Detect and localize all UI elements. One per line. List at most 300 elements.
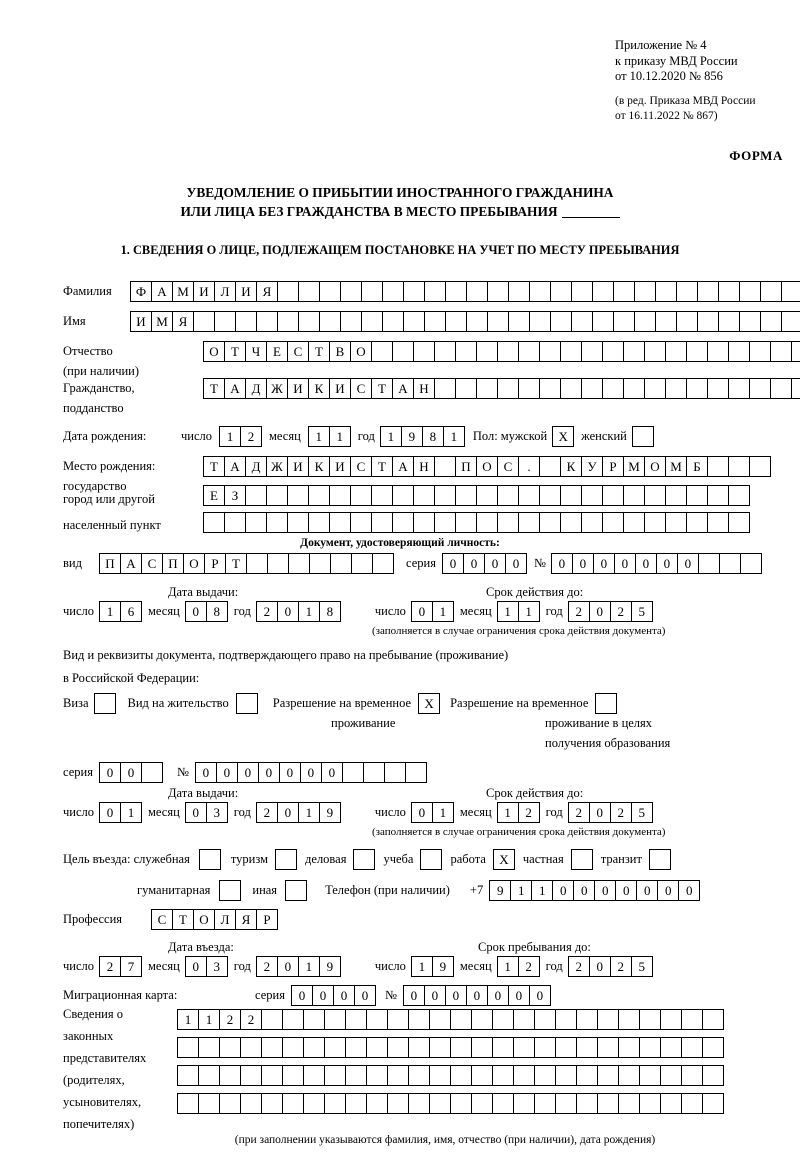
cell[interactable] (345, 1009, 367, 1030)
cell[interactable] (371, 512, 393, 533)
cell[interactable] (492, 1065, 514, 1086)
cell[interactable] (384, 762, 406, 783)
cell[interactable] (492, 1037, 514, 1058)
cell[interactable] (581, 341, 603, 362)
cell[interactable] (303, 1009, 325, 1030)
cell[interactable]: Ф (130, 281, 152, 302)
purpose-study-checkbox[interactable] (420, 849, 442, 870)
cell[interactable]: 1 (298, 956, 320, 977)
cell[interactable] (665, 512, 687, 533)
cell[interactable]: 5 (631, 601, 653, 622)
patronymic-input[interactable] (203, 341, 800, 362)
cell[interactable] (613, 281, 635, 302)
cell[interactable] (497, 512, 519, 533)
cell[interactable]: П (455, 456, 477, 477)
cell[interactable]: 1 (432, 601, 454, 622)
cell[interactable] (613, 311, 635, 332)
cell[interactable]: В (329, 341, 351, 362)
cell[interactable] (492, 1093, 514, 1114)
cell[interactable] (288, 553, 310, 574)
cell[interactable] (508, 311, 530, 332)
cell[interactable] (550, 311, 572, 332)
birth-city-line-1-input[interactable] (203, 485, 750, 506)
cell[interactable]: И (130, 311, 152, 332)
cell[interactable] (282, 1065, 304, 1086)
cell[interactable] (686, 378, 708, 399)
cell[interactable] (655, 281, 677, 302)
cell[interactable] (718, 311, 740, 332)
cell[interactable]: О (644, 456, 666, 477)
cell[interactable] (697, 311, 719, 332)
cell[interactable]: К (308, 456, 330, 477)
cell[interactable]: Ж (266, 378, 288, 399)
cell[interactable] (224, 512, 246, 533)
cell[interactable] (571, 311, 593, 332)
cell[interactable] (676, 311, 698, 332)
cell[interactable]: 0 (120, 762, 142, 783)
cell[interactable]: Н (413, 378, 435, 399)
cell[interactable] (471, 1037, 493, 1058)
cell[interactable] (387, 1093, 409, 1114)
cell[interactable] (198, 1065, 220, 1086)
cell[interactable] (366, 1093, 388, 1114)
legal-rep-line-1-input[interactable] (177, 1009, 724, 1030)
cell[interactable] (363, 762, 385, 783)
cell[interactable]: 2 (256, 601, 278, 622)
cell[interactable] (681, 1037, 703, 1058)
cell[interactable] (382, 311, 404, 332)
cell[interactable] (581, 378, 603, 399)
cell[interactable]: С (497, 456, 519, 477)
cell[interactable]: Т (371, 456, 393, 477)
phone-input[interactable] (489, 880, 700, 901)
purpose-business-checkbox[interactable] (353, 849, 375, 870)
purpose-work-checkbox[interactable]: X (493, 849, 515, 870)
stay-day-input[interactable] (411, 956, 454, 977)
cell[interactable] (177, 1037, 199, 1058)
cell[interactable]: 1 (308, 426, 330, 447)
cell[interactable]: К (560, 456, 582, 477)
cell[interactable]: 0 (678, 880, 700, 901)
cell[interactable]: 2 (610, 802, 632, 823)
cell[interactable] (382, 281, 404, 302)
entry-year-input[interactable] (256, 956, 341, 977)
valid-day-input[interactable] (411, 601, 454, 622)
cell[interactable] (681, 1065, 703, 1086)
cell[interactable] (324, 1065, 346, 1086)
right-doc-number-input[interactable] (195, 762, 427, 783)
cell[interactable] (308, 512, 330, 533)
cell[interactable]: 0 (487, 985, 509, 1006)
cell[interactable] (303, 1037, 325, 1058)
cell[interactable] (324, 1009, 346, 1030)
cell[interactable]: 0 (508, 985, 530, 1006)
cell[interactable]: О (193, 909, 215, 930)
cell[interactable] (686, 512, 708, 533)
cell[interactable]: С (350, 378, 372, 399)
cell[interactable] (392, 341, 414, 362)
cell[interactable]: 0 (279, 762, 301, 783)
cell[interactable] (413, 512, 435, 533)
cell[interactable] (287, 512, 309, 533)
cell[interactable] (256, 311, 278, 332)
cell[interactable]: 0 (551, 553, 573, 574)
cell[interactable]: 1 (497, 601, 519, 622)
cell[interactable]: 3 (206, 956, 228, 977)
cell[interactable] (445, 281, 467, 302)
cell[interactable] (728, 378, 750, 399)
cell[interactable] (303, 1093, 325, 1114)
cell[interactable] (555, 1065, 577, 1086)
cell[interactable] (665, 485, 687, 506)
cell[interactable] (261, 1037, 283, 1058)
cell[interactable]: Я (172, 311, 194, 332)
cell[interactable] (329, 485, 351, 506)
cell[interactable] (429, 1037, 451, 1058)
cell[interactable] (387, 1009, 409, 1030)
cell[interactable] (471, 1065, 493, 1086)
cell[interactable] (529, 311, 551, 332)
cell[interactable] (618, 1037, 640, 1058)
cell[interactable] (408, 1009, 430, 1030)
cell[interactable] (760, 311, 782, 332)
cell[interactable]: 9 (319, 956, 341, 977)
cell[interactable] (450, 1037, 472, 1058)
cell[interactable] (560, 341, 582, 362)
cell[interactable]: 5 (631, 802, 653, 823)
cell[interactable]: 0 (466, 985, 488, 1006)
surname-input[interactable] (130, 281, 800, 302)
cell[interactable] (707, 512, 729, 533)
cell[interactable] (455, 485, 477, 506)
cell[interactable] (539, 378, 561, 399)
cell[interactable] (602, 485, 624, 506)
cell[interactable] (329, 512, 351, 533)
cell[interactable] (298, 311, 320, 332)
cell[interactable] (319, 311, 341, 332)
cell[interactable] (555, 1037, 577, 1058)
cell[interactable] (492, 1009, 514, 1030)
cell[interactable]: 0 (185, 601, 207, 622)
cell[interactable] (350, 485, 372, 506)
cell[interactable]: 1 (497, 802, 519, 823)
cell[interactable]: 3 (206, 802, 228, 823)
cell[interactable]: 0 (572, 553, 594, 574)
cell[interactable] (707, 341, 729, 362)
cell[interactable] (781, 281, 800, 302)
cell[interactable] (781, 311, 800, 332)
cell[interactable]: Н (413, 456, 435, 477)
cell[interactable] (534, 1093, 556, 1114)
cell[interactable]: 0 (411, 601, 433, 622)
purpose-private-checkbox[interactable] (571, 849, 593, 870)
cell[interactable] (141, 762, 163, 783)
cell[interactable] (303, 1065, 325, 1086)
cell[interactable]: 2 (610, 956, 632, 977)
temporary-residence-checkbox[interactable]: X (418, 693, 440, 714)
stay-year-input[interactable] (568, 956, 653, 977)
cell[interactable]: О (350, 341, 372, 362)
cell[interactable]: 1 (298, 601, 320, 622)
cell[interactable] (681, 1009, 703, 1030)
cell[interactable]: С (141, 553, 163, 574)
cell[interactable] (408, 1093, 430, 1114)
cell[interactable]: С (287, 341, 309, 362)
cell[interactable] (366, 1037, 388, 1058)
cell[interactable] (497, 485, 519, 506)
cell[interactable] (387, 1037, 409, 1058)
cell[interactable] (634, 311, 656, 332)
cell[interactable] (702, 1009, 724, 1030)
cell[interactable] (240, 1037, 262, 1058)
cell[interactable] (702, 1065, 724, 1086)
cell[interactable] (434, 378, 456, 399)
cell[interactable]: Е (203, 485, 225, 506)
cell[interactable]: 0 (300, 762, 322, 783)
cell[interactable] (330, 553, 352, 574)
cell[interactable] (791, 378, 800, 399)
birth-city-line-2-input[interactable] (203, 512, 750, 533)
cell[interactable]: С (350, 456, 372, 477)
cell[interactable] (177, 1093, 199, 1114)
cell[interactable] (623, 512, 645, 533)
cell[interactable]: Р (256, 909, 278, 930)
cell[interactable] (602, 378, 624, 399)
cell[interactable] (408, 1037, 430, 1058)
cell[interactable]: М (665, 456, 687, 477)
cell[interactable]: Я (235, 909, 257, 930)
valid-year-input[interactable] (568, 601, 653, 622)
right-issue-day-input[interactable] (99, 802, 142, 823)
cell[interactable] (618, 1093, 640, 1114)
right-valid-month-input[interactable] (497, 802, 540, 823)
cell[interactable]: 1 (497, 956, 519, 977)
cell[interactable] (665, 341, 687, 362)
legal-rep-line-3-input[interactable] (177, 1065, 724, 1086)
birth-state-input[interactable] (203, 456, 771, 477)
cell[interactable] (413, 485, 435, 506)
cell[interactable]: 0 (277, 956, 299, 977)
cell[interactable] (261, 1009, 283, 1030)
cell[interactable]: 2 (99, 956, 121, 977)
cell[interactable]: Р (602, 456, 624, 477)
cell[interactable] (707, 456, 729, 477)
cell[interactable]: О (476, 456, 498, 477)
purpose-service-checkbox[interactable] (199, 849, 221, 870)
cell[interactable] (261, 1093, 283, 1114)
cell[interactable]: 9 (401, 426, 423, 447)
cell[interactable] (282, 1037, 304, 1058)
cell[interactable]: 0 (442, 553, 464, 574)
cell[interactable] (555, 1093, 577, 1114)
issue-year-input[interactable] (256, 601, 341, 622)
cell[interactable]: 0 (573, 880, 595, 901)
cell[interactable]: 2 (568, 601, 590, 622)
cell[interactable] (539, 341, 561, 362)
cell[interactable] (403, 281, 425, 302)
cell[interactable] (760, 281, 782, 302)
cell[interactable] (639, 1065, 661, 1086)
cell[interactable] (534, 1037, 556, 1058)
cell[interactable] (240, 1093, 262, 1114)
cell[interactable]: 0 (403, 985, 425, 1006)
cell[interactable]: 1 (120, 802, 142, 823)
cell[interactable] (429, 1093, 451, 1114)
cell[interactable]: У (581, 456, 603, 477)
cell[interactable] (719, 553, 741, 574)
cell[interactable]: 1 (518, 601, 540, 622)
cell[interactable] (602, 512, 624, 533)
cell[interactable] (450, 1065, 472, 1086)
cell[interactable] (361, 281, 383, 302)
cell[interactable]: 1 (198, 1009, 220, 1030)
cell[interactable] (219, 1065, 241, 1086)
cell[interactable] (581, 485, 603, 506)
cell[interactable]: 2 (518, 956, 540, 977)
cell[interactable]: 1 (510, 880, 532, 901)
cell[interactable] (728, 341, 750, 362)
education-residence-checkbox[interactable] (595, 693, 617, 714)
cell[interactable]: 0 (321, 762, 343, 783)
cell[interactable] (770, 378, 792, 399)
cell[interactable]: 1 (329, 426, 351, 447)
cell[interactable] (639, 1093, 661, 1114)
cell[interactable] (245, 512, 267, 533)
cell[interactable]: 0 (216, 762, 238, 783)
cell[interactable]: Т (308, 341, 330, 362)
cell[interactable]: Т (224, 341, 246, 362)
entry-month-input[interactable] (185, 956, 228, 977)
cell[interactable]: 2 (219, 1009, 241, 1030)
cell[interactable] (560, 378, 582, 399)
cell[interactable] (686, 485, 708, 506)
cell[interactable] (345, 1065, 367, 1086)
cell[interactable]: 0 (237, 762, 259, 783)
birth-day-input[interactable] (219, 426, 262, 447)
right-issue-year-input[interactable] (256, 802, 341, 823)
cell[interactable]: 0 (589, 802, 611, 823)
cell[interactable] (749, 378, 771, 399)
cell[interactable] (539, 485, 561, 506)
cell[interactable]: М (172, 281, 194, 302)
cell[interactable] (728, 512, 750, 533)
cell[interactable] (450, 1093, 472, 1114)
cell[interactable]: 0 (636, 880, 658, 901)
stay-month-input[interactable] (497, 956, 540, 977)
cell[interactable]: 1 (443, 426, 465, 447)
cell[interactable]: П (99, 553, 121, 574)
cell[interactable]: 0 (185, 956, 207, 977)
cell[interactable]: 0 (99, 802, 121, 823)
cell[interactable]: 8 (422, 426, 444, 447)
cell[interactable]: 5 (631, 956, 653, 977)
cell[interactable] (660, 1093, 682, 1114)
cell[interactable] (434, 456, 456, 477)
cell[interactable] (476, 485, 498, 506)
cell[interactable] (513, 1009, 535, 1030)
cell[interactable] (324, 1037, 346, 1058)
cell[interactable] (660, 1037, 682, 1058)
cell[interactable] (245, 485, 267, 506)
cell[interactable] (219, 1037, 241, 1058)
cell[interactable]: 0 (615, 880, 637, 901)
cell[interactable]: 1 (411, 956, 433, 977)
purpose-other-checkbox[interactable] (285, 880, 307, 901)
cell[interactable] (539, 512, 561, 533)
cell[interactable] (282, 1009, 304, 1030)
cell[interactable]: 0 (484, 553, 506, 574)
cell[interactable] (739, 281, 761, 302)
cell[interactable] (639, 1037, 661, 1058)
cell[interactable]: Ж (266, 456, 288, 477)
cell[interactable]: 0 (463, 553, 485, 574)
right-valid-year-input[interactable] (568, 802, 653, 823)
cell[interactable]: 1 (99, 601, 121, 622)
name-input[interactable] (130, 311, 800, 332)
cell[interactable] (371, 341, 393, 362)
cell[interactable] (739, 311, 761, 332)
cell[interactable] (571, 281, 593, 302)
cell[interactable]: Д (245, 378, 267, 399)
cell[interactable] (513, 1093, 535, 1114)
cell[interactable] (697, 281, 719, 302)
cell[interactable]: 8 (319, 601, 341, 622)
cell[interactable]: 1 (380, 426, 402, 447)
cell[interactable]: И (329, 456, 351, 477)
cell[interactable] (791, 341, 800, 362)
cell[interactable]: Р (204, 553, 226, 574)
cell[interactable]: 0 (529, 985, 551, 1006)
cell[interactable]: 0 (635, 553, 657, 574)
cell[interactable] (340, 281, 362, 302)
cell[interactable] (282, 1093, 304, 1114)
cell[interactable] (539, 456, 561, 477)
cell[interactable] (655, 311, 677, 332)
legal-rep-line-4-input[interactable] (177, 1093, 724, 1114)
cell[interactable] (597, 1093, 619, 1114)
cell[interactable] (476, 378, 498, 399)
cell[interactable] (309, 553, 331, 574)
cell[interactable] (429, 1065, 451, 1086)
cell[interactable]: 1 (219, 426, 241, 447)
cell[interactable] (576, 1093, 598, 1114)
cell[interactable] (219, 1093, 241, 1114)
cell[interactable]: 0 (593, 553, 615, 574)
cell[interactable] (686, 341, 708, 362)
cell[interactable] (267, 553, 289, 574)
cell[interactable]: 1 (298, 802, 320, 823)
cell[interactable]: 0 (185, 802, 207, 823)
cell[interactable] (740, 553, 762, 574)
cell[interactable]: 0 (594, 880, 616, 901)
cell[interactable] (487, 311, 509, 332)
cell[interactable]: К (308, 378, 330, 399)
purpose-humanitarian-checkbox[interactable] (219, 880, 241, 901)
cell[interactable] (350, 512, 372, 533)
cell[interactable] (392, 512, 414, 533)
cell[interactable] (576, 1009, 598, 1030)
citizenship-input[interactable] (203, 378, 800, 399)
cell[interactable]: 8 (206, 601, 228, 622)
cell[interactable] (728, 485, 750, 506)
cell[interactable]: 2 (240, 1009, 262, 1030)
cell[interactable]: 1 (531, 880, 553, 901)
cell[interactable] (450, 1009, 472, 1030)
cell[interactable] (361, 311, 383, 332)
cell[interactable] (408, 1065, 430, 1086)
cell[interactable] (644, 512, 666, 533)
cell[interactable] (277, 281, 299, 302)
